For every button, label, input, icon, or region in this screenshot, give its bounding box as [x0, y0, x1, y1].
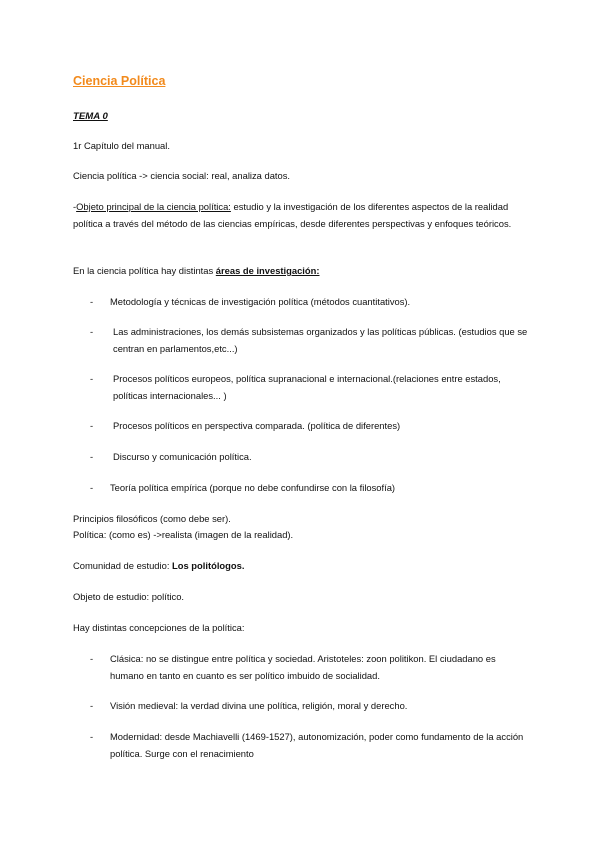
list-dash: -: [90, 451, 94, 462]
document-title: Ciencia Política: [73, 74, 166, 88]
objeto-label: Objeto principal de la ciencia política:: [76, 201, 231, 212]
areas-intro: [73, 262, 528, 279]
list-dash: -: [90, 731, 94, 742]
objeto-paragraph: [73, 198, 528, 232]
list-item-text: Discurso y comunicación política.: [113, 451, 252, 462]
concepciones-intro: Hay distintas concepciones de la política:: [73, 622, 245, 633]
objeto-estudio-line: Objeto de estudio: político.: [73, 591, 185, 602]
list-dash: -: [90, 296, 94, 307]
comunidad-bold: Los politólogos.: [172, 560, 245, 571]
comunidad-line: [73, 557, 528, 574]
list-dash: -: [90, 653, 94, 664]
definition-line: Ciencia política -> ciencia social: real, analiza datos.: [73, 170, 291, 181]
politica-line: Política: (como es) ->realista (imagen de la realidad).: [73, 529, 294, 540]
list-item-text: Las administraciones, los demás subsistemas organizados y las políticas públicas. (estudios que se centran en parlamentos,etc...): [113, 326, 528, 354]
chapter-note: 1r Capítulo del manual.: [73, 140, 170, 151]
list-item-text: Modernidad: desde Machiavelli (1469-1527), autonomización, poder como fundamento de la acción política. Surge con el renacimiento: [110, 731, 524, 759]
list-item-text: Metodología y técnicas de investigación política (métodos cuantitativos).: [110, 296, 411, 307]
list-item-text: Procesos políticos europeos, política supranacional e internacional.(relaciones entre estados, políticas internacionales... ): [113, 373, 501, 401]
list-item-text: Clásica: no se distingue entre política y sociedad. Aristoteles: zoon politikon. El ciudadano es humano en tanto en cuanto es ser político imbuido de socialidad.: [110, 653, 496, 681]
comunidad-text: Comunidad de estudio:: [73, 560, 173, 571]
objeto-text: estudio y la investigación de los diferentes aspectos de la realidad política a través del método de las ciencias empíricas, desde diferentes perspectivas y enfoques teóricos.: [73, 201, 512, 229]
list-item-text: Teoría política empírica (porque no debe confundirse con la filosofía): [110, 482, 396, 493]
objeto-prefix: -: [73, 201, 77, 212]
areas-intro-label: áreas de investigación:: [215, 265, 320, 276]
areas-intro-text: En la ciencia política hay distintas: [73, 265, 216, 276]
list-dash: -: [90, 420, 94, 431]
list-dash: -: [90, 326, 94, 337]
list-dash: -: [90, 373, 94, 384]
list-dash: -: [90, 700, 94, 711]
principios-line: Principios filosóficos (como debe ser).: [73, 513, 231, 524]
list-dash: -: [90, 482, 94, 493]
section-heading: TEMA 0: [73, 111, 108, 122]
list-item-text: Visión medieval: la verdad divina une política, religión, moral y derecho.: [110, 700, 408, 711]
list-item-text: Procesos políticos en perspectiva comparada. (política de diferentes): [113, 420, 401, 431]
